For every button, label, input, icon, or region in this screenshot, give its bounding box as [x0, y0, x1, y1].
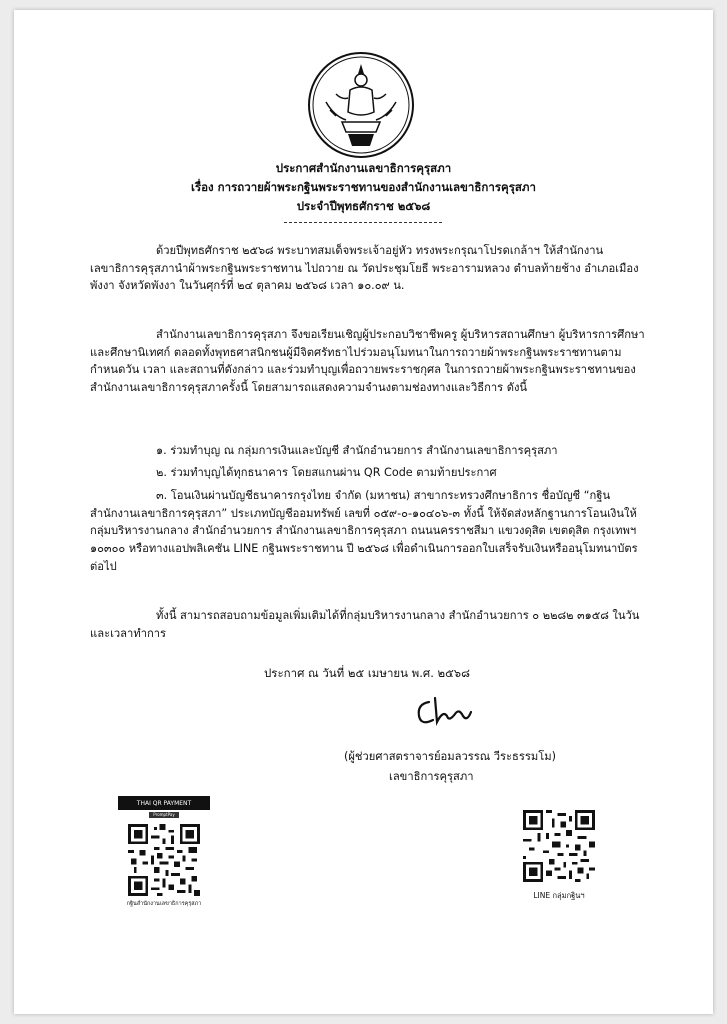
paragraph-contact: ทั้งนี้ สามารถสอบถามข้อมูลเพิ่มเติมได้ที่กลุ่มบริหารงานกลาง สำนักอำนวยการ ๐ ๒๒๘๒ ๓๑๕๘ ในวันและเวลาทำการ	[90, 609, 640, 640]
paragraph-intro: ด้วยปีพุทธศักราช ๒๕๖๘ พระบาทสมเด็จพระเจ้าอยู่หัว ทรงพระกรุณาโปรดเกล้าฯ ให้สำนักงานเลขาธิการคุรุสภานำผ้าพระกฐินพระราชทาน ไปถวาย ณ วัดประชุมโยธี พระอารามหลวง ตำบลท้ายช้าง อำเภอเมืองพังงา จังหวัดพังงา ในวันศุกร์ที่ ๒๔ ตุลาคม ๒๕๖๘ เวลา ๑๐.๐๙ น.	[90, 244, 639, 293]
list-item: ๑. ร่วมทำบุญ ณ กลุ่มการเงินและบัญชี สำนักอำนวยการ สำนักงานเลขาธิการคุรุสภา	[156, 444, 558, 457]
signer-title: เลขาธิการคุรุสภา	[389, 770, 474, 783]
signer-name: (ผู้ช่วยศาสตราจารย์อมลวรรณ วีระธรรมโม)	[344, 750, 556, 763]
qr-caption: กฐินสำนักงานเลขาธิการคุรุสภา	[126, 901, 202, 907]
qr-code-icon[interactable]	[523, 810, 595, 882]
donation-channels	[90, 442, 650, 575]
line-group-qr	[519, 810, 599, 902]
thai-qr-payment	[118, 796, 210, 908]
qr-caption: LINE กลุ่มกฐินฯ	[533, 891, 585, 900]
announcement-page	[14, 10, 713, 1014]
list-item: ๒. ร่วมทำบุญได้ทุกธนาคาร โดยสแกนผ่าน QR Code ตามท้ายประกาศ	[156, 465, 497, 479]
thai-qr-payment-label: THAI QR PAYMENT	[118, 796, 210, 810]
promptpay-label: PromptPay	[149, 812, 179, 818]
paragraph-invitation: สำนักงานเลขาธิการคุรุสภา จึงขอเรียนเชิญผู้ประกอบวิชาชีพครู ผู้บริหารสถานศึกษา ผู้บริหารการศึกษา และศึกษานิเทศก์ ตลอดทั้งพุทธศาสนิกชนผู้มีจิตศรัทธาไปร่วมอนุโมทนาในการถวายผ้าพระกฐินพระราชทานตามกำหนดวัน เวลา และสถานที่ดังกล่าว และร่วมทำบุญเพื่อถวายพระราชกุศล ในการถวายผ้าพระกฐินพระราชทานของสำนักงานเลขาธิการคุรุสภาครั้งนี้ โดยสามารถแสดงความจำนงตามช่องทางและวิธีการ ดังนี้	[90, 328, 645, 394]
announcement-title: ประกาศสำนักงานเลขาธิการคุรุสภา	[275, 161, 452, 175]
qr-code-icon[interactable]	[128, 824, 200, 896]
divider	[284, 222, 442, 223]
kurusapha-emblem-icon	[306, 50, 416, 160]
announcement-subject: เรื่อง การถวายผ้าพระกฐินพระราชทานของสำนักงานเลขาธิการคุรุสภา	[191, 180, 536, 194]
announcement-date: ประกาศ ณ วันที่ ๒๕ เมษายน พ.ศ. ๒๕๖๘	[264, 666, 470, 680]
announcement-year: ประจำปีพุทธศักราช ๒๕๖๘	[296, 199, 431, 213]
list-item: ๓. โอนเงินผ่านบัญชีธนาคารกรุงไทย จำกัด (มหาชน) สาขากระทรวงศึกษาธิการ ชื่อบัญชี “กฐินสำนักงานเลขาธิการคุรุสภา” ประเภทบัญชีออมทรัพย์ เลขที่ ๐๕๙-๐-๑๐๔๐๖-๓ ทั้งนี้ ให้จัดส่งหลักฐานการโอนเงินให้กลุ่มบริหารงานกลาง สำนักอำนวยการ สำนักงานเลขาธิการคุรุสภา ถนนนครราชสีมา แขวงดุสิต เขตดุสิต กรุงเทพฯ ๑๐๓๐๐ หรือทางแอปพลิเคชัน LINE กฐินพระราชทาน ปี ๒๕๖๘ เพื่อดำเนินการออกใบเสร็จรับเงินหรืออนุโมทนาบัตรต่อไป	[90, 489, 638, 573]
signature-icon	[409, 690, 489, 730]
